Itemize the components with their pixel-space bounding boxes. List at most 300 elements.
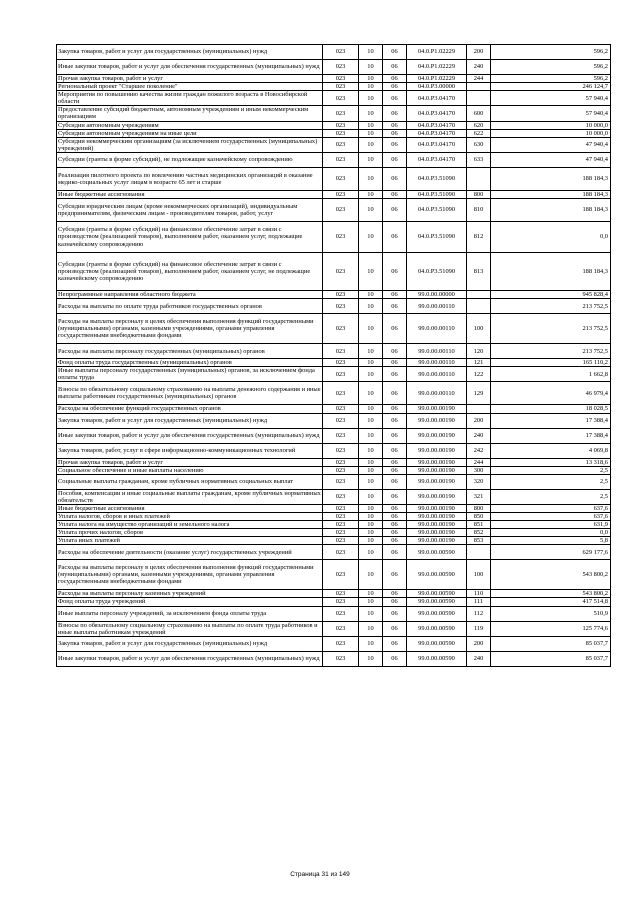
subsection-code-cell: 06 [383,474,407,489]
expense-name-cell: Уплата иных платежей [57,537,323,545]
expense-name-cell: Закупка товаров, работ и услуг для государственных (муниципальных) нужд [57,636,323,651]
expense-type-cell: 200 [467,636,491,651]
section-code-cell: 10 [359,537,383,545]
expense-type-cell: 129 [467,382,491,405]
section-code-cell: 10 [359,598,383,606]
amount-cell: 10 000,0 [491,129,611,137]
section-code-cell: 10 [359,137,383,152]
expense-type-cell: 110 [467,590,491,598]
target-article-cell: 99.0.00.00590 [407,636,467,651]
amount-cell: 0,0 [491,529,611,537]
amount-cell: 417 514,8 [491,598,611,606]
expense-type-cell: 300 [467,466,491,474]
target-article-cell: 99.0.00.00190 [407,466,467,474]
subsection-code-cell: 06 [383,83,407,91]
table-row [57,190,611,198]
expense-name-cell: Иные закупки товаров, работ и услуг для обеспечения государственных (муниципальных) нужд [57,651,323,666]
section-code-cell: 10 [359,253,383,291]
table-row [57,291,611,299]
amount-cell: 57 940,4 [491,106,611,121]
grbs-code-cell: 023 [323,474,359,489]
expense-type-cell [467,83,491,91]
section-code-cell: 10 [359,314,383,344]
grbs-code-cell: 023 [323,359,359,367]
subsection-code-cell: 06 [383,405,407,413]
section-code-cell: 10 [359,167,383,190]
amount-cell: 188 184,3 [491,199,611,222]
expense-type-cell: 100 [467,314,491,344]
expense-name-cell: Мероприятия по повышению качества жизни граждан пожилого возраста в Новосибирской области [57,91,323,106]
subsection-code-cell: 06 [383,152,407,167]
amount-cell: 165 110,2 [491,359,611,367]
table-row [57,405,611,413]
grbs-code-cell: 023 [323,75,359,83]
target-article-cell: 99.0.00.00190 [407,537,467,545]
section-code-cell: 10 [359,466,383,474]
subsection-code-cell: 06 [383,222,407,253]
grbs-code-cell: 023 [323,344,359,359]
expense-type-cell: 622 [467,129,491,137]
grbs-code-cell: 023 [323,560,359,590]
grbs-code-cell: 023 [323,60,359,75]
target-article-cell: 99.0.00.00190 [407,521,467,529]
subsection-code-cell: 06 [383,121,407,129]
target-article-cell: 99.0.00.00190 [407,474,467,489]
target-article-cell: 99.0.00.00110 [407,382,467,405]
amount-cell: 0,0 [491,222,611,253]
expense-name-cell: Уплата прочих налогов, сборов [57,529,323,537]
table-row [57,636,611,651]
grbs-code-cell: 023 [323,545,359,560]
table-row [57,474,611,489]
table-row [57,466,611,474]
subsection-code-cell: 06 [383,590,407,598]
expense-type-cell: 240 [467,651,491,666]
expense-name-cell: Расходы на обеспечение функций государственных органов [57,405,323,413]
section-code-cell: 10 [359,222,383,253]
expense-type-cell: 244 [467,458,491,466]
expense-type-cell: 240 [467,428,491,443]
subsection-code-cell: 06 [383,512,407,520]
subsection-code-cell: 06 [383,428,407,443]
expense-name-cell: Расходы на обеспечение деятельности (оказание услуг) государственных учреждений [57,545,323,560]
target-article-cell: 99.0.00.00110 [407,299,467,314]
section-code-cell: 10 [359,651,383,666]
target-article-cell: 04.0.P3.04170 [407,152,467,167]
expense-name-cell: Субсидии юридическим лицам (кроме некоммерческих организаций), индивидуальным предпринимателям, физическим лицам - производителям товаров, работ, услуг [57,199,323,222]
target-article-cell: 99.0.00.00590 [407,651,467,666]
expense-name-cell: Предоставление субсидий бюджетным, автономным учреждениям и иным некоммерческим организациям [57,106,323,121]
expense-type-cell: 850 [467,512,491,520]
subsection-code-cell: 06 [383,291,407,299]
table-row [57,121,611,129]
amount-cell: 213 752,5 [491,344,611,359]
target-article-cell: 99.0.00.00190 [407,504,467,512]
amount-cell: 10 000,0 [491,121,611,129]
expense-type-cell: 852 [467,529,491,537]
expense-name-cell: Субсидии (гранты в форме субсидий), не подлежащие казначейскому сопровождению [57,152,323,167]
subsection-code-cell: 06 [383,344,407,359]
amount-cell: 188 184,3 [491,167,611,190]
amount-cell: 596,2 [491,45,611,60]
expense-type-cell: 321 [467,489,491,504]
budget-table [56,44,611,667]
target-article-cell: 04.0.P3.00000 [407,83,467,91]
expense-name-cell: Взносы по обязательному социальному страхованию на выплаты по оплате труда работников и иные выплаты работникам учреждений [57,621,323,636]
section-code-cell: 10 [359,474,383,489]
expense-name-cell: Расходы на выплаты персоналу казенных учреждений [57,590,323,598]
grbs-code-cell: 023 [323,91,359,106]
amount-cell: 2,5 [491,474,611,489]
grbs-code-cell: 023 [323,299,359,314]
grbs-code-cell: 023 [323,529,359,537]
section-code-cell: 10 [359,458,383,466]
expense-type-cell: 853 [467,537,491,545]
expense-name-cell: Расходы на выплаты персоналу государственных (муниципальных) органов [57,344,323,359]
section-code-cell: 10 [359,443,383,458]
expense-type-cell: 812 [467,222,491,253]
target-article-cell: 99.0.00.00190 [407,458,467,466]
expense-type-cell: 111 [467,598,491,606]
subsection-code-cell: 06 [383,621,407,636]
expense-type-cell: 320 [467,474,491,489]
grbs-code-cell: 023 [323,167,359,190]
expense-type-cell [467,405,491,413]
section-code-cell: 10 [359,590,383,598]
table-row [57,529,611,537]
table-row [57,443,611,458]
section-code-cell: 10 [359,428,383,443]
grbs-code-cell: 023 [323,512,359,520]
expense-type-cell: 112 [467,606,491,621]
table-row [57,45,611,60]
expense-name-cell: Уплата налога на имущество организаций и земельного налога [57,521,323,529]
expense-name-cell: Иные бюджетные ассигнования [57,504,323,512]
expense-name-cell: Социальные выплаты гражданам, кроме публичных нормативных социальных выплат [57,474,323,489]
section-code-cell: 10 [359,560,383,590]
expense-type-cell: 240 [467,60,491,75]
subsection-code-cell: 06 [383,190,407,198]
expense-type-cell [467,291,491,299]
subsection-code-cell: 06 [383,529,407,537]
target-article-cell: 04.0.P3.04170 [407,121,467,129]
expense-name-cell: Реализация пилотного проекта по вовлечению частных медицинских организаций в оказание медико-социальных услуг лицам в возрасте 65 лет и старше [57,167,323,190]
target-article-cell: 99.0.00.00190 [407,512,467,520]
amount-cell: 596,2 [491,75,611,83]
grbs-code-cell: 023 [323,222,359,253]
table-row [57,521,611,529]
amount-cell: 47 940,4 [491,152,611,167]
expense-type-cell: 630 [467,137,491,152]
target-article-cell: 99.0.00.00110 [407,367,467,382]
subsection-code-cell: 06 [383,606,407,621]
expense-type-cell: 200 [467,45,491,60]
target-article-cell: 99.0.00.00110 [407,359,467,367]
target-article-cell: 99.0.00.00190 [407,443,467,458]
table-row [57,621,611,636]
target-article-cell: 99.0.00.00590 [407,606,467,621]
expense-type-cell: 600 [467,106,491,121]
grbs-code-cell: 023 [323,413,359,428]
amount-cell: 2,5 [491,466,611,474]
subsection-code-cell: 06 [383,253,407,291]
amount-cell: 543 800,2 [491,560,611,590]
table-row [57,651,611,666]
target-article-cell: 99.0.00.00590 [407,621,467,636]
subsection-code-cell: 06 [383,137,407,152]
section-code-cell: 10 [359,606,383,621]
grbs-code-cell: 023 [323,466,359,474]
expense-name-cell: Расходы на выплаты персоналу в целях обеспечения выполнения функций государственными (муниципальными) органами, казенными учреждениями, органами управления государственными внебюджетными фондами [57,314,323,344]
amount-cell: 46 979,4 [491,382,611,405]
amount-cell: 213 752,5 [491,314,611,344]
section-code-cell: 10 [359,60,383,75]
table-row [57,606,611,621]
section-code-cell: 10 [359,291,383,299]
section-code-cell: 10 [359,344,383,359]
target-article-cell: 04.0.P3.51090 [407,253,467,291]
table-row [57,199,611,222]
expense-type-cell: 120 [467,344,491,359]
amount-cell: 543 800,2 [491,590,611,598]
table-row [57,359,611,367]
subsection-code-cell: 06 [383,504,407,512]
target-article-cell: 99.0.00.00190 [407,489,467,504]
target-article-cell: 99.0.00.00000 [407,291,467,299]
amount-cell: 125 774,6 [491,621,611,636]
grbs-code-cell: 023 [323,443,359,458]
expense-name-cell: Субсидии автономным учреждениям [57,121,323,129]
subsection-code-cell: 06 [383,651,407,666]
expense-name-cell: Прочая закупка товаров, работ и услуг [57,458,323,466]
target-article-cell: 04.0.P3.04170 [407,91,467,106]
subsection-code-cell: 06 [383,545,407,560]
target-article-cell: 04.0.P1.02229 [407,75,467,83]
grbs-code-cell: 023 [323,121,359,129]
grbs-code-cell: 023 [323,489,359,504]
target-article-cell: 04.0.P3.51090 [407,167,467,190]
expense-name-cell: Расходы на выплаты персоналу в целях обеспечения выполнения функций государственными (муниципальными) органами, казенными учреждениями, органами управления государственными внебюджетными фондами [57,560,323,590]
subsection-code-cell: 06 [383,199,407,222]
expense-name-cell: Социальное обеспечение и иные выплаты населению [57,466,323,474]
expense-type-cell: 244 [467,75,491,83]
table-row [57,458,611,466]
expense-type-cell: 633 [467,152,491,167]
subsection-code-cell: 06 [383,129,407,137]
expense-name-cell: Иные бюджетные ассигнования [57,190,323,198]
expense-name-cell: Региональный проект "Старшее поколение" [57,83,323,91]
grbs-code-cell: 023 [323,291,359,299]
grbs-code-cell: 023 [323,521,359,529]
subsection-code-cell: 06 [383,91,407,106]
subsection-code-cell: 06 [383,598,407,606]
target-article-cell: 04.0.P3.51090 [407,190,467,198]
expense-type-cell: 200 [467,413,491,428]
amount-cell: 17 388,4 [491,413,611,428]
table-row [57,560,611,590]
target-article-cell: 99.0.00.00190 [407,405,467,413]
grbs-code-cell: 023 [323,636,359,651]
expense-type-cell [467,91,491,106]
amount-cell: 246 124,7 [491,83,611,91]
grbs-code-cell: 023 [323,598,359,606]
target-article-cell: 99.0.00.00590 [407,545,467,560]
amount-cell: 57 940,4 [491,91,611,106]
table-row [57,129,611,137]
expense-type-cell: 620 [467,121,491,129]
section-code-cell: 10 [359,489,383,504]
grbs-code-cell: 023 [323,106,359,121]
target-article-cell: 99.0.00.00190 [407,529,467,537]
expense-type-cell: 100 [467,560,491,590]
section-code-cell: 10 [359,359,383,367]
table-row [57,367,611,382]
expense-name-cell: Субсидии (гранты в форме субсидий) на финансовое обеспечение затрат в связи с производством (реализацией товаров), выполнением работ, оказанием услуг, не подлежащие казначейскому сопровождению [57,253,323,291]
amount-cell: 1 662,8 [491,367,611,382]
section-code-cell: 10 [359,91,383,106]
subsection-code-cell: 06 [383,299,407,314]
amount-cell: 4 069,8 [491,443,611,458]
expense-name-cell: Иные выплаты персоналу учреждений, за исключением фонда оплаты труда [57,606,323,621]
subsection-code-cell: 06 [383,106,407,121]
subsection-code-cell: 06 [383,359,407,367]
expense-type-cell: 851 [467,521,491,529]
section-code-cell: 10 [359,75,383,83]
grbs-code-cell: 023 [323,199,359,222]
table-row [57,598,611,606]
expense-name-cell: Закупка товаров, работ, услуг в сфере информационно-коммуникационных технологий [57,443,323,458]
amount-cell: 510,9 [491,606,611,621]
grbs-code-cell: 023 [323,382,359,405]
subsection-code-cell: 06 [383,45,407,60]
expense-name-cell: Субсидии некоммерческим организациям (за исключением государственных (муниципальных) учреждений) [57,137,323,152]
amount-cell: 213 752,5 [491,299,611,314]
amount-cell: 5,8 [491,537,611,545]
table-row [57,253,611,291]
expense-name-cell: Непрограммные направления областного бюджета [57,291,323,299]
expense-type-cell: 122 [467,367,491,382]
subsection-code-cell: 06 [383,458,407,466]
subsection-code-cell: 06 [383,443,407,458]
section-code-cell: 10 [359,621,383,636]
amount-cell: 188 184,3 [491,190,611,198]
subsection-code-cell: 06 [383,413,407,428]
section-code-cell: 10 [359,83,383,91]
target-article-cell: 04.0.P1.02229 [407,45,467,60]
amount-cell: 18 028,5 [491,405,611,413]
section-code-cell: 10 [359,45,383,60]
subsection-code-cell: 06 [383,382,407,405]
subsection-code-cell: 06 [383,314,407,344]
table-row [57,83,611,91]
table-row [57,512,611,520]
section-code-cell: 10 [359,152,383,167]
amount-cell: 47 940,4 [491,137,611,152]
grbs-code-cell: 023 [323,651,359,666]
table-row [57,428,611,443]
amount-cell: 637,6 [491,512,611,520]
table-row [57,137,611,152]
target-article-cell: 04.0.P3.04170 [407,106,467,121]
section-code-cell: 10 [359,367,383,382]
amount-cell: 13 318,6 [491,458,611,466]
table-row [57,299,611,314]
amount-cell: 188 184,3 [491,253,611,291]
grbs-code-cell: 023 [323,606,359,621]
target-article-cell: 99.0.00.00110 [407,314,467,344]
target-article-cell: 99.0.00.00590 [407,590,467,598]
target-article-cell: 99.0.00.00190 [407,413,467,428]
section-code-cell: 10 [359,121,383,129]
grbs-code-cell: 023 [323,129,359,137]
table-row [57,167,611,190]
subsection-code-cell: 06 [383,636,407,651]
table-row [57,344,611,359]
grbs-code-cell: 023 [323,83,359,91]
table-row [57,489,611,504]
section-code-cell: 10 [359,299,383,314]
table-body [57,45,611,667]
section-code-cell: 10 [359,106,383,121]
subsection-code-cell: 06 [383,60,407,75]
grbs-code-cell: 023 [323,537,359,545]
expense-name-cell: Иные закупки товаров, работ и услуг для обеспечения государственных (муниципальных) нужд [57,428,323,443]
subsection-code-cell: 06 [383,489,407,504]
amount-cell: 596,2 [491,60,611,75]
expense-name-cell: Закупка товаров, работ и услуг для государственных (муниципальных) нужд [57,45,323,60]
subsection-code-cell: 06 [383,521,407,529]
section-code-cell: 10 [359,636,383,651]
expense-type-cell: 800 [467,190,491,198]
target-article-cell: 04.0.P3.04170 [407,129,467,137]
expense-type-cell: 242 [467,443,491,458]
expense-type-cell: 813 [467,253,491,291]
page-number: Страница 31 из 149 [290,871,350,878]
grbs-code-cell: 023 [323,152,359,167]
expense-name-cell: Субсидии автономным учреждениям на иные цели [57,129,323,137]
table-row [57,106,611,121]
subsection-code-cell: 06 [383,560,407,590]
grbs-code-cell: 023 [323,458,359,466]
expense-name-cell: Пособия, компенсации и иные социальные выплаты гражданам, кроме публичных нормативных обязательств [58,489,321,504]
amount-cell: 637,6 [491,504,611,512]
section-code-cell: 10 [359,512,383,520]
expense-name-cell: Прочая закупка товаров, работ и услуг [57,75,323,83]
grbs-code-cell: 023 [323,405,359,413]
expense-name-cell: Взносы по обязательному социальному страхованию на выплаты денежного содержания и иные выплаты работникам государственных (муниципальных) органов [57,382,323,405]
expense-type-cell [467,299,491,314]
expense-name-cell: Иные закупки товаров, работ и услуг для обеспечения государственных (муниципальных) нужд [57,60,323,75]
grbs-code-cell: 023 [323,504,359,512]
grbs-code-cell: 023 [323,190,359,198]
section-code-cell: 10 [359,382,383,405]
expense-type-cell [467,545,491,560]
amount-cell: 2,5 [491,489,611,504]
amount-cell: 17 388,4 [491,428,611,443]
subsection-code-cell: 06 [383,367,407,382]
target-article-cell: 04.0.P3.51090 [407,199,467,222]
table-row [57,504,611,512]
grbs-code-cell: 023 [323,137,359,152]
section-code-cell: 10 [359,545,383,560]
section-code-cell: 10 [359,199,383,222]
grbs-code-cell: 023 [323,590,359,598]
target-article-cell: 04.0.P1.02229 [407,60,467,75]
subsection-code-cell: 06 [383,537,407,545]
target-article-cell: 04.0.P3.51090 [407,222,467,253]
table-row [57,314,611,344]
section-code-cell: 10 [359,521,383,529]
